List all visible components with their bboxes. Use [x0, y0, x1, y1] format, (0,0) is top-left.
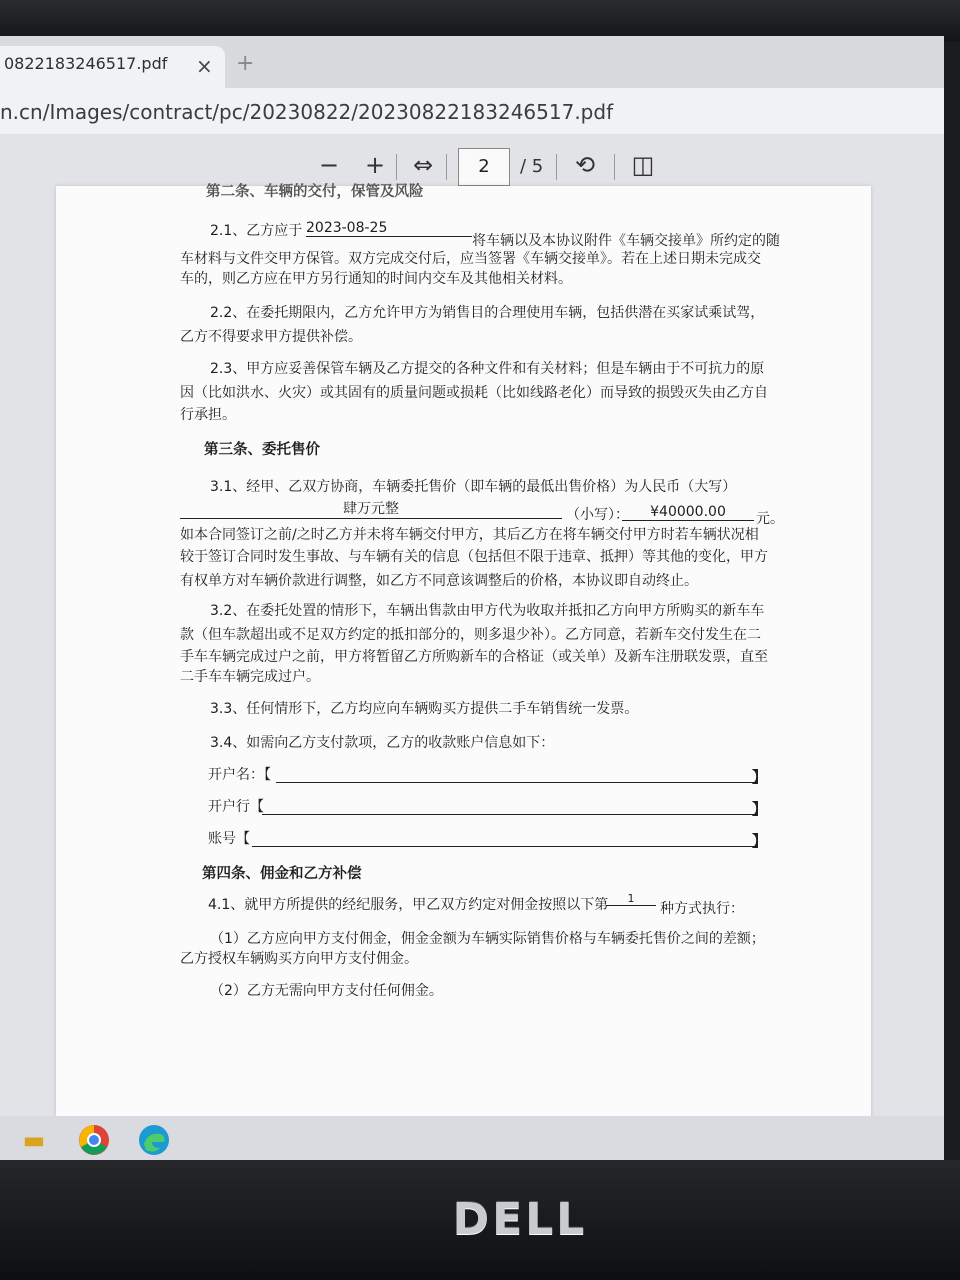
page-number-input[interactable]: 2	[458, 148, 510, 186]
pdf-viewer	[0, 134, 944, 1164]
address-bar[interactable]	[0, 88, 944, 134]
currency-unit: 元。	[756, 511, 784, 527]
bracket-close: 】	[752, 832, 768, 850]
new-tab-button[interactable]: +	[236, 51, 255, 76]
paragraph-line: 车的，则乙方应在甲方另行通知的时间内交车及其他相关材料。	[180, 271, 572, 287]
paragraph-line: 乙方不得要求甲方提供补偿。	[180, 329, 362, 345]
tab-title: 0822183246517.pdf	[4, 54, 168, 73]
account-number-blank	[252, 846, 754, 847]
account-name-blank	[276, 782, 754, 783]
chrome-icon[interactable]	[72, 1122, 116, 1158]
browser-tab[interactable]	[0, 46, 225, 88]
paragraph-line: （1）乙方应向甲方支付佣金，佣金金额为车辆实际销售价格与车辆委托售价之间的差额；	[210, 931, 765, 947]
tab-strip	[0, 36, 944, 88]
paragraph-line: 款（但车款超出或不足双方约定的抵扣部分的，则多退少补）。乙方同意，若新车交付发生在二	[180, 627, 761, 643]
screen	[0, 36, 944, 1164]
price-number-field: ¥40000.00	[622, 504, 754, 521]
fit-page-icon[interactable]: ⇔	[412, 151, 434, 179]
bracket-close: 】	[752, 768, 768, 786]
paragraph-line: 2.2、在委托期限内，乙方允许甲方为销售目的合理使用车辆，包括供潜在买家试乘试驾，	[210, 305, 765, 321]
zoom-out-button[interactable]: −	[318, 151, 340, 179]
account-name-label: 开户名：【	[208, 767, 271, 783]
paragraph-line: 2.1、乙方应于	[210, 223, 303, 239]
price-uppercase-field: 肆万元整	[180, 498, 562, 519]
paragraph-line: 有权单方对车辆价款进行调整，如乙方不同意该调整后的价格，本协议即自动终止。	[180, 573, 698, 589]
paragraph-line: 3.1、经甲、乙双方协商，车辆委托售价（即车辆的最低出售价格）为人民币（大写）	[210, 479, 737, 495]
paragraph-line: 二手车车辆完成过户。	[180, 669, 320, 685]
paragraph-line: 2.3、甲方应妥善保管车辆及乙方提交的各种文件和有关材料；但是车辆由于不可抗力的原	[210, 361, 765, 377]
paragraph-line: 3.4、如需向乙方支付款项，乙方的收款账户信息如下：	[210, 735, 555, 751]
toolbar-divider	[556, 154, 557, 180]
paragraph-line: 车材料与文件交甲方保管。双方完成交付后，应当签署《车辆交接单》。若在上述日期未完成交	[180, 251, 761, 267]
toolbar-divider	[396, 154, 397, 180]
commission-method-field: 1	[606, 892, 656, 906]
document-page	[56, 186, 871, 1164]
delivery-date-field: 2023-08-25	[306, 220, 472, 237]
paragraph-line: 3.3、任何情形下，乙方均应向车辆购买方提供二手车销售统一发票。	[210, 701, 639, 717]
bracket-close: 】	[752, 800, 768, 818]
file-explorer-icon[interactable]: ▬	[22, 1126, 46, 1154]
paragraph-line: 手车车辆完成过户之前，甲方将暂留乙方所购新车的合格证（或关单）及新车注册联发票，直至	[180, 649, 768, 665]
paragraph-line: 如本合同签订之前/之时乙方并未将车辆交付甲方，其后乙方在将车辆交付甲方时若车辆状况相	[180, 527, 759, 543]
monitor-brand-logo: DELL	[452, 1194, 588, 1245]
rotate-icon[interactable]: ⟲	[574, 151, 596, 179]
page-total: / 5	[520, 156, 544, 177]
toolbar-divider	[614, 154, 615, 180]
two-page-view-icon[interactable]: ◫	[631, 151, 655, 179]
zoom-in-button[interactable]: +	[364, 151, 386, 179]
url-text[interactable]: n.cn/Images/contract/pc/20230822/20230822183246517.pdf	[0, 100, 614, 124]
paragraph-line: 行承担。	[180, 407, 236, 423]
paragraph-line: 因（比如洪水、火灾）或其固有的质量问题或损耗（比如线路老化）而导致的损毁灭失由乙方自	[180, 385, 768, 401]
paragraph-line: 较于签订合同时发生事故、与车辆有关的信息（包括但不限于违章、抵押）等其他的变化，甲方	[180, 549, 768, 565]
bank-label: 开户行【	[208, 799, 264, 815]
close-icon[interactable]: ×	[196, 54, 213, 78]
bank-blank	[262, 814, 754, 815]
paragraph-line: 4.1、就甲方所提供的经纪服务，甲乙双方约定对佣金按照以下第	[208, 897, 609, 913]
taskbar	[0, 1116, 944, 1164]
paragraph-line: 将车辆以及本协议附件《车辆交接单》所约定的随	[472, 233, 780, 249]
paragraph-line: （2）乙方无需向甲方支付任何佣金。	[210, 983, 443, 999]
section-header: 第四条、佣金和乙方补偿	[202, 866, 362, 882]
section-header: 第三条、委托售价	[204, 442, 320, 458]
edge-icon[interactable]	[132, 1122, 176, 1158]
pdf-toolbar	[0, 144, 944, 188]
paragraph-line: 乙方授权车辆购买方向甲方支付佣金。	[180, 951, 418, 967]
small-amount-label: （小写）：	[566, 507, 629, 523]
paragraph-line: 3.2、在委托处置的情形下，车辆出售款由甲方代为收取并抵扣乙方向甲方所购买的新车车	[210, 603, 765, 619]
paragraph-line: 种方式执行：	[660, 901, 744, 917]
account-number-label: 账号【	[208, 831, 250, 847]
toolbar-divider	[446, 154, 447, 180]
section-header: 第二条、车辆的交付，保管及风险	[206, 184, 424, 200]
